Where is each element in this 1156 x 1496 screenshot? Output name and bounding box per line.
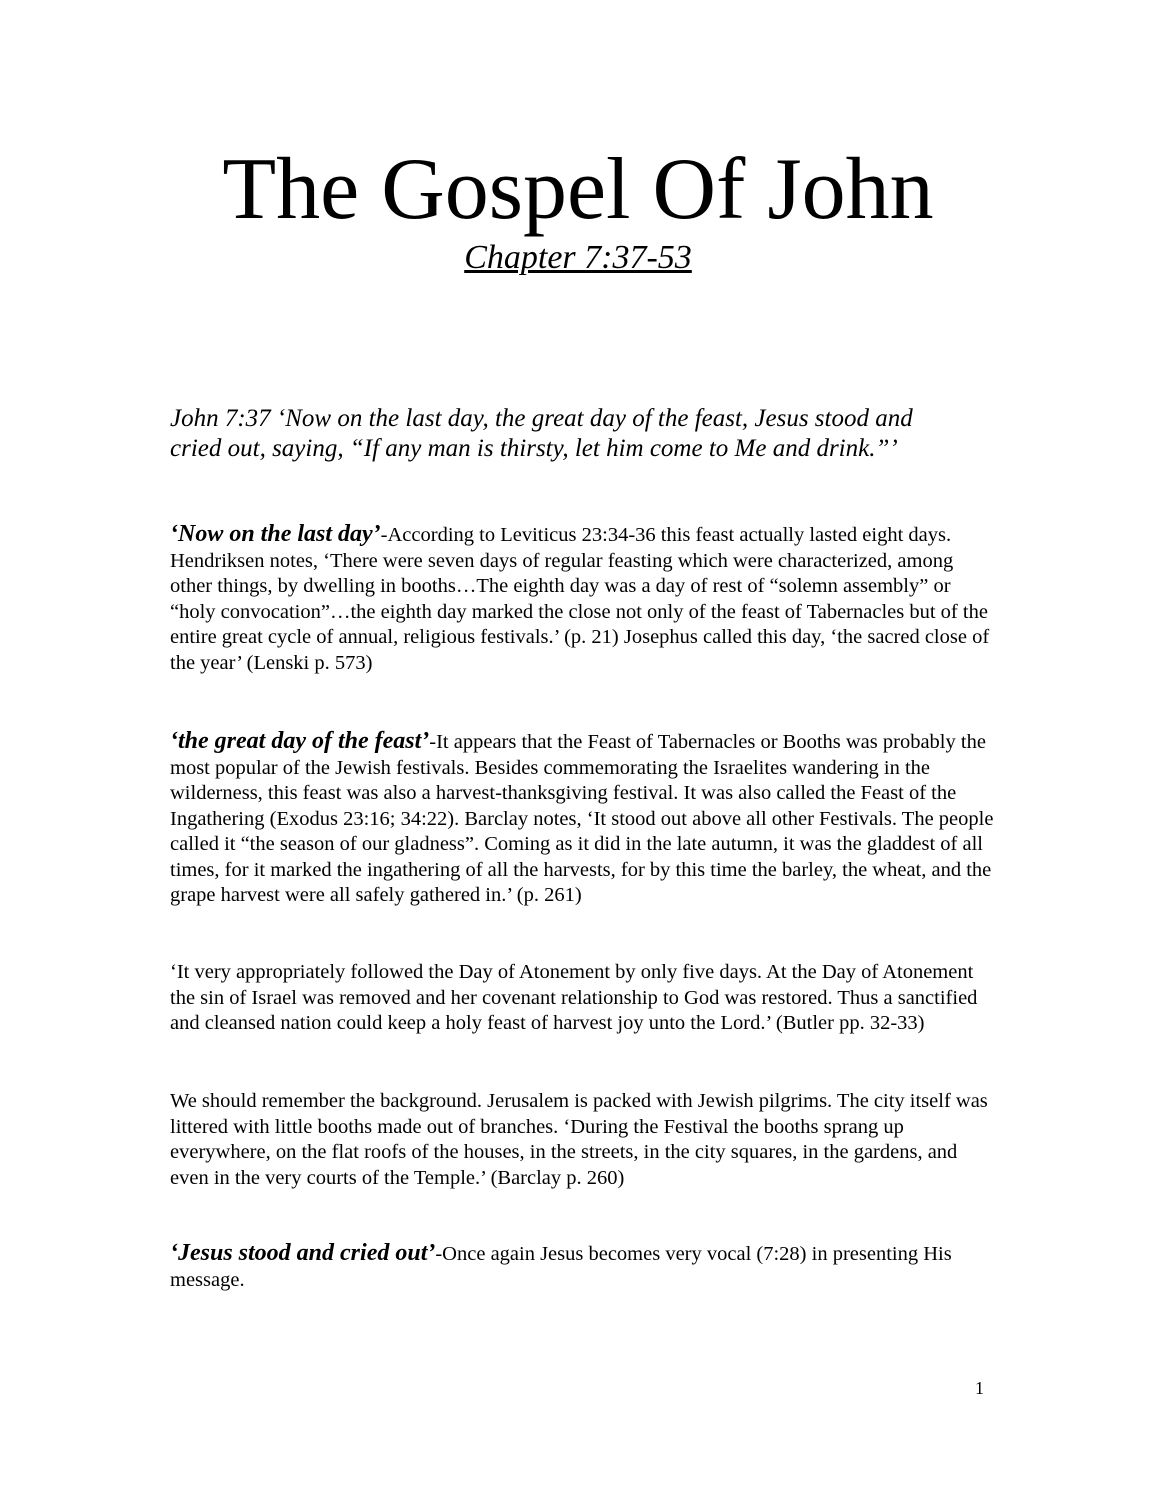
verse-line: John 7:37 ‘Now on the last day, the great day of the feast, Jesus stood and (170, 405, 913, 432)
page-subtitle: Chapter 7:37-53 (464, 239, 692, 276)
page-title: The Gospel Of John (222, 141, 934, 238)
commentary-paragraph (170, 960, 1000, 1037)
verse-line: cried out, saying, “If any man is thirsty, let him come to Me and drink.”’ (170, 435, 898, 462)
commentary-paragraph (170, 522, 1000, 676)
page-number: 1 (975, 1378, 984, 1398)
paragraph-text: -According to Leviticus 23:34-36 this feast actually lasted eight days. Hendriksen notes, ‘There were seven days of regular feasting which were characterized, among other things, by dwelling in booths…The eighth day was a day of rest of “solemn assembly” or “holy convocation”…the eighth day marked the close not only of the feast of Tabernacles but of the entire great cycle of annual, religious festivals.’ (p. 21) Josephus called this day, ‘the sacred close of the year’ (Lenski p. 573) (170, 524, 990, 674)
paragraph-lead: ‘Now on the last day’ (170, 521, 381, 547)
paragraph-text: We should remember the background. Jerusalem is packed with Jewish pilgrims. The city itself was littered with little booths made out of branches. ‘During the Festival the booths sprang up everywhere, on the flat roofs of the houses, in the streets, in the city squares, in the gardens, and even in the very courts of the Temple.’ (Barclay p. 260) (170, 1090, 988, 1189)
paragraph-text: -It appears that the Feast of Tabernacles or Booths was probably the most popular of the Jewish festivals. Besides commemorating the Israelites wandering in the wilderness, this feast was also a harvest-thanksgiving festival. It was also called the Feast of the Ingathering (Exodus 23:16; 34:22). Barclay notes, ‘It stood out above all other Festivals. The people called it “the season of our gladness”. Coming as it did in the late autumn, it was the gladdest of all times, for it marked the ingathering of all the harvests, for by this time the barley, the wheat, and the grape harvest were all safely gathered in.’ (p. 261) (170, 731, 994, 906)
commentary-paragraph (170, 1089, 1000, 1191)
verse-quote (170, 404, 1010, 464)
paragraph-text: ‘It very appropriately followed the Day of Atonement by only five days. At the Day of Atonement the sin of Israel was removed and her covenant relationship to God was restored. Thus a sanctified and cleansed nation could keep a holy feast of harvest joy unto the Lord.’ (Butler pp. 32-33) (170, 961, 978, 1034)
commentary-paragraph (170, 1241, 1000, 1293)
paragraph-lead: ‘Jesus stood and cried out’ (170, 1240, 436, 1266)
paragraph-lead: ‘the great day of the feast’ (170, 728, 430, 754)
commentary-paragraph (170, 729, 1000, 909)
paragraph-text: -Once again Jesus becomes very vocal (7:28) in presenting His message. (170, 1243, 952, 1291)
